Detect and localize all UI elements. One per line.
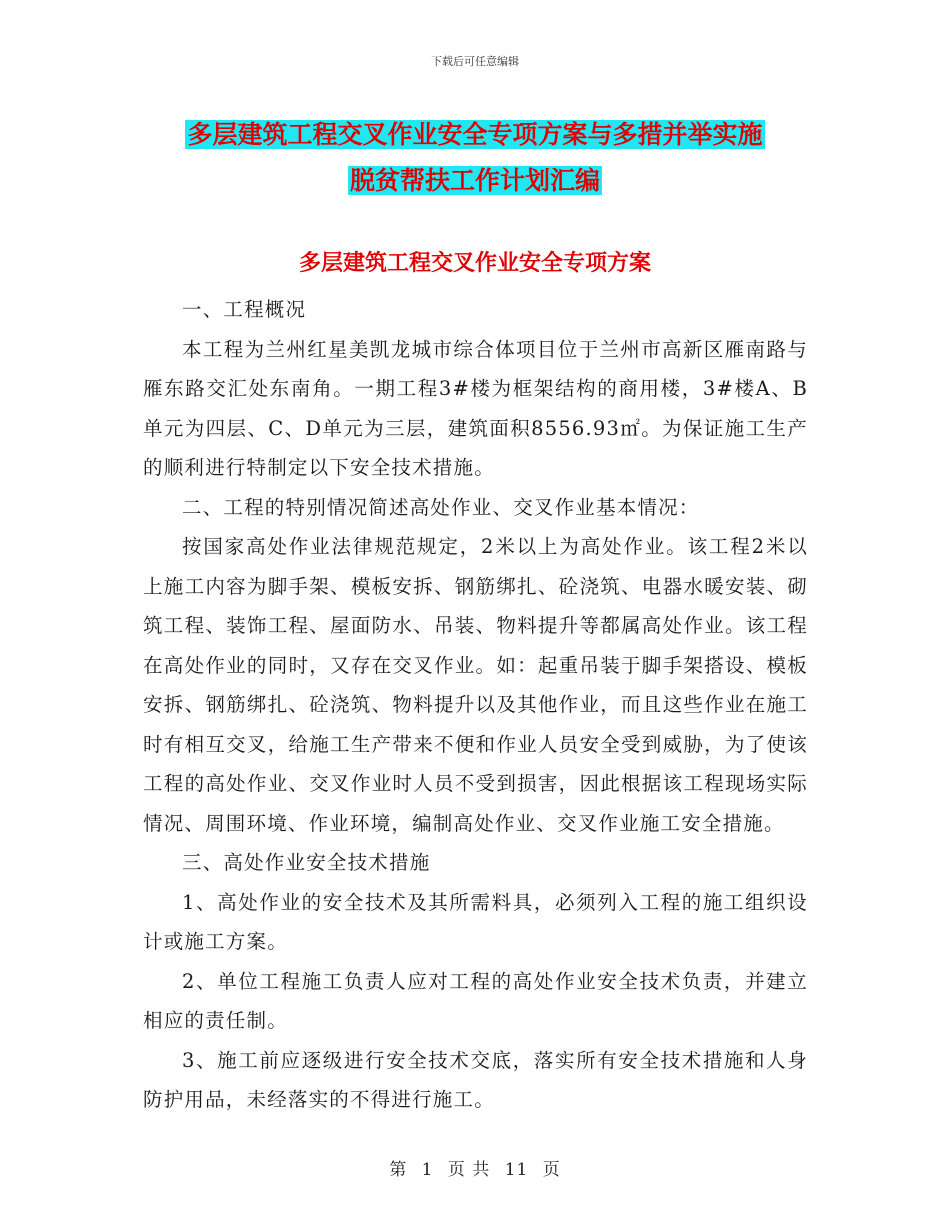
title-line-1-text: 多层建筑工程交叉作业安全专项方案与多措并举实施 — [187, 120, 763, 149]
page-footer — [0, 1155, 950, 1180]
title-line-2 — [0, 158, 950, 204]
paragraph-project-overview: 本工程为兰州红星美凯龙城市综合体项目位于兰州市高新区雁南路与雁东路交汇处东南角。一期工程3#楼为框架结构的商用楼，3#楼A、B单元为四层、C、D单元为三层，建筑面积8556.93㎡。为保证施工生产的顺利进行特制定以下安全技术措施。 — [143, 337, 808, 479]
footer-page-number: 1 — [421, 1160, 434, 1180]
footer-prefix: 第 — [389, 1160, 408, 1180]
section-title: 多层建筑工程交叉作业安全专项方案 — [298, 251, 651, 276]
footer-total-pages: 11 — [504, 1160, 529, 1180]
paragraph-measure-2: 2、单位工程施工负责人应对工程的高处作业安全技术负责，并建立相应的责任制。 — [143, 969, 808, 1032]
document-body — [143, 290, 808, 1120]
footer-middle: 页 共 — [447, 1160, 491, 1180]
heading-safety-measures: 三、高处作业安全技术措施 — [182, 851, 431, 874]
document-title — [0, 112, 950, 204]
header-note: 下载后可任意编辑 — [431, 55, 519, 68]
paragraph-measure-1: 1、高处作业的安全技术及其所需料具，必须列入工程的施工组织设计或施工方案。 — [143, 890, 808, 953]
heading-special-conditions: 二、工程的特别情况简述高处作业、交叉作业基本情况： — [182, 495, 700, 519]
title-line-2-text: 脱贫帮扶工作计划汇编 — [349, 166, 600, 195]
heading-project-overview: 一、工程概况 — [182, 298, 307, 321]
footer-suffix: 页 — [542, 1160, 561, 1180]
paragraph-special-conditions: 按国家高处作业法律规范规定，2米以上为高处作业。该工程2米以上施工内容为脚手架、模板安拆、钢筋绑扎、砼浇筑、电器水暖安装、砌筑工程、装饰工程、屋面防水、吊装、物料提升等都属高处作业。该工程在高处作业的同时，又存在交叉作业。如：起重吊装于脚手架搭设、模板安拆、钢筋绑扎、砼浇筑、物料提升以及其他作业，而且这些作业在施工时有相互交叉，给施工生产带来不便和作业人员安全受到威胁，为了使该工程的高处作业、交叉作业时人员不受到损害，因此根据该工程现场实际情况、周围环境、作业环境，编制高处作业、交叉作业施工安全措施。 — [143, 535, 808, 835]
paragraph-measure-3: 3、施工前应逐级进行安全技术交底，落实所有安全技术措施和人身防护用品，未经落实的不得进行施工。 — [143, 1048, 808, 1111]
title-line-1 — [0, 112, 950, 158]
